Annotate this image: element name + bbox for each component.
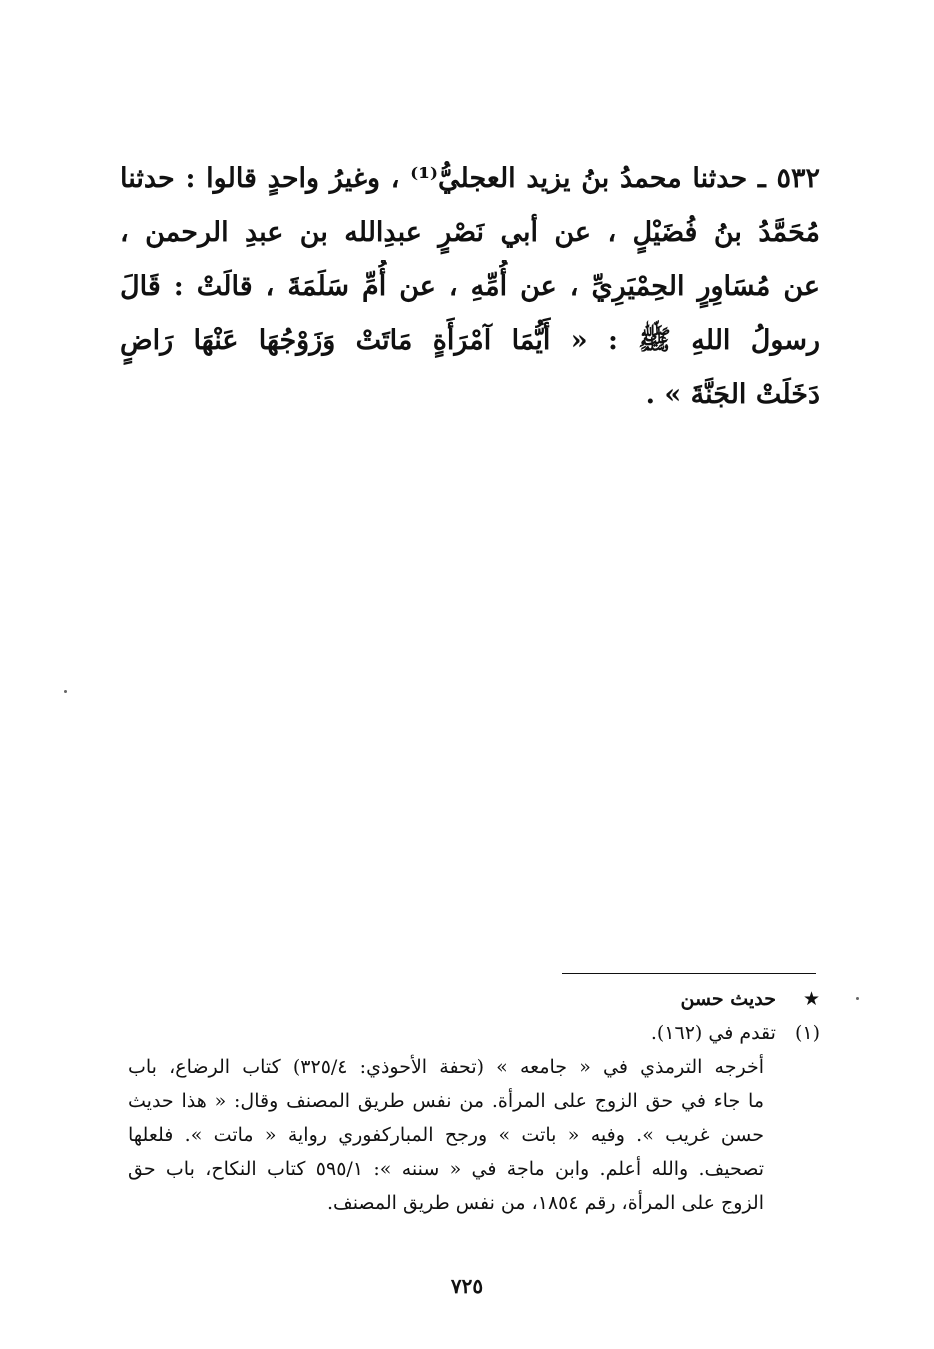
footnotes-section (128, 982, 820, 1220)
footnote-line: حسن غريب ». وفيه « باتت » ورجح المباركفوري رواية « ماتت ». فلعلها (128, 1124, 764, 1146)
footnote-1-text: تقدم في (١٦٢). (650, 1022, 776, 1044)
print-speck (64, 690, 67, 693)
hadith-line: مُحَمَّدُ بنُ فُضَيْلٍ ، عن أبي نَصْرٍ عبدِالله بن عبدِ الرحمن ، (120, 217, 820, 248)
grading-note (128, 982, 820, 1016)
grading-text: حديث حسن (680, 988, 776, 1010)
footnote-line: تصحيف. والله أعلم. وابن ماجة في « سننه »: ٥٩٥/١ كتاب النكاح، باب حق (128, 1158, 764, 1180)
page-number: ٧٢٥ (450, 1274, 484, 1298)
star-icon: ★ (802, 988, 820, 1010)
footnote-divider (562, 973, 816, 974)
hadith-text (120, 152, 820, 422)
hadith-line: دَخَلَتْ الجَنَّةَ » . (645, 379, 820, 410)
footnote-body (128, 1050, 764, 1220)
hadith-line: رسولُ اللهِ ﷺ : « أَيُّمَا آمْرَأَةٍ مَاتَتْ وَزَوْجُهَا عَنْهَا رَاضٍ (120, 325, 820, 356)
footnote-1 (128, 1016, 820, 1050)
hadith-line: ٥٣٢ ـ حدثنا محمدُ بنُ يزيد العجليُّ⁽¹⁾ ، وغيرُ واحدٍ قالوا : حدثنا (120, 163, 820, 194)
hadith-line: عن مُسَاوِرٍ الحِمْيَرِيِّ ، عن أُمِّهِ ، عن أُمِّ سَلَمَةَ ، قالَتْ : قَالَ (120, 271, 820, 302)
footnote-marker: (١) (794, 1022, 820, 1044)
footnote-line: ما جاء في حق الزوج على المرأة. من نفس طريق المصنف وقال: « هذا حديث (128, 1090, 764, 1112)
print-speck (856, 997, 859, 1000)
footnote-line: أخرجه الترمذي في « جامعه » (تحفة الأحوذي: ٣٢٥/٤) كتاب الرضاع، باب (128, 1056, 764, 1078)
footnote-line: الزوج على المرأة، رقم ١٨٥٤، من نفس طريق المصنف. (326, 1192, 764, 1214)
